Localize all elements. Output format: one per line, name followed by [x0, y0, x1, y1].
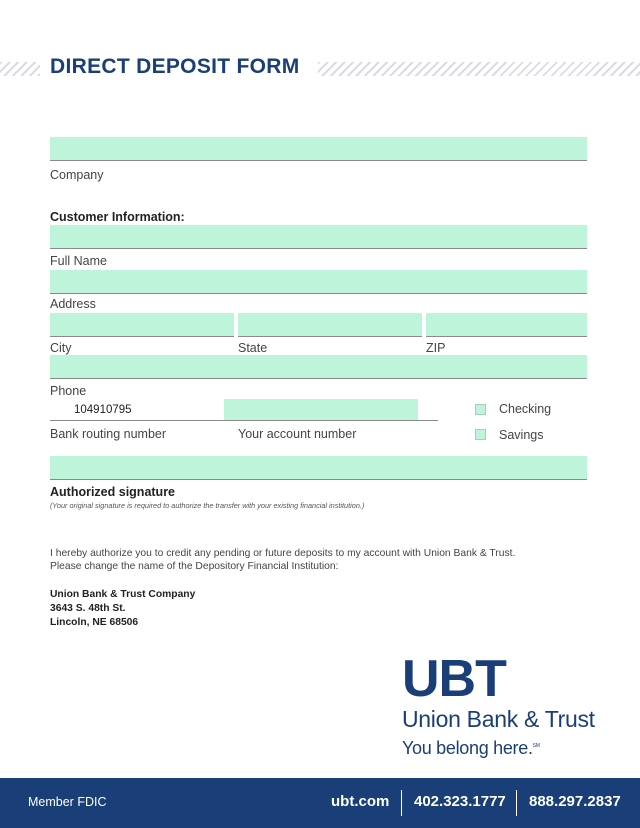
- state-field[interactable]: [238, 313, 422, 337]
- phone-label: Phone: [50, 384, 87, 398]
- decorative-hatch-right: [318, 62, 640, 76]
- footer-divider-2: [516, 790, 517, 816]
- ubt-logo: UBT: [402, 650, 506, 708]
- phone-link-2[interactable]: 888.297.2837: [529, 793, 621, 810]
- bank-address-city: Lincoln, NE 68506: [50, 617, 139, 628]
- phone-field[interactable]: [50, 355, 587, 379]
- routing-number-label: Bank routing number: [50, 427, 167, 441]
- address-label: Address: [50, 297, 96, 311]
- zip-label: ZIP: [426, 341, 446, 355]
- checking-checkbox[interactable]: [475, 404, 486, 415]
- company-field[interactable]: [50, 137, 587, 161]
- bank-tagline: [402, 738, 540, 759]
- bank-address-street: 3643 S. 48th St.: [50, 603, 126, 614]
- bank-name: Union Bank & Trust: [402, 706, 595, 732]
- authorization-line-2: Please change the name of the Depository Financial Institution:: [50, 561, 339, 572]
- signature-note: (Your original signature is required to authorize the transfer with your existing financial institution.): [50, 501, 365, 510]
- footer-divider-1: [401, 790, 402, 816]
- decorative-hatch-left: [0, 62, 40, 76]
- tagline-text: You belong here.: [402, 738, 533, 758]
- customer-info-heading: Customer Information:: [50, 210, 185, 224]
- routing-number-underline: [50, 420, 438, 421]
- address-field[interactable]: [50, 270, 587, 294]
- savings-checkbox[interactable]: [475, 429, 486, 440]
- signature-label: Authorized signature: [50, 485, 176, 499]
- phone-link-1[interactable]: 402.323.1777: [414, 793, 506, 810]
- page-title: DIRECT DEPOSIT FORM: [50, 55, 300, 78]
- zip-field[interactable]: [426, 313, 587, 337]
- city-label: City: [50, 341, 72, 355]
- company-label: Company: [50, 168, 104, 182]
- authorization-line-1: I hereby authorize you to credit any pending or future deposits to my account with Union Bank & Trust.: [50, 548, 516, 559]
- savings-label: Savings: [499, 428, 544, 442]
- member-fdic: Member FDIC: [28, 795, 107, 809]
- state-label: State: [238, 341, 268, 355]
- checking-label: Checking: [499, 402, 552, 416]
- footer-bar: [0, 778, 640, 828]
- city-field[interactable]: [50, 313, 234, 337]
- full-name-label: Full Name: [50, 254, 107, 268]
- website-link[interactable]: ubt.com: [331, 793, 390, 810]
- bank-address-name: Union Bank & Trust Company: [50, 589, 196, 600]
- account-number-field[interactable]: [224, 399, 418, 420]
- account-number-label: Your account number: [238, 427, 357, 441]
- routing-number-value[interactable]: 104910795: [74, 404, 132, 416]
- signature-field[interactable]: [50, 456, 587, 480]
- service-mark: SM: [532, 743, 540, 749]
- full-name-field[interactable]: [50, 225, 587, 249]
